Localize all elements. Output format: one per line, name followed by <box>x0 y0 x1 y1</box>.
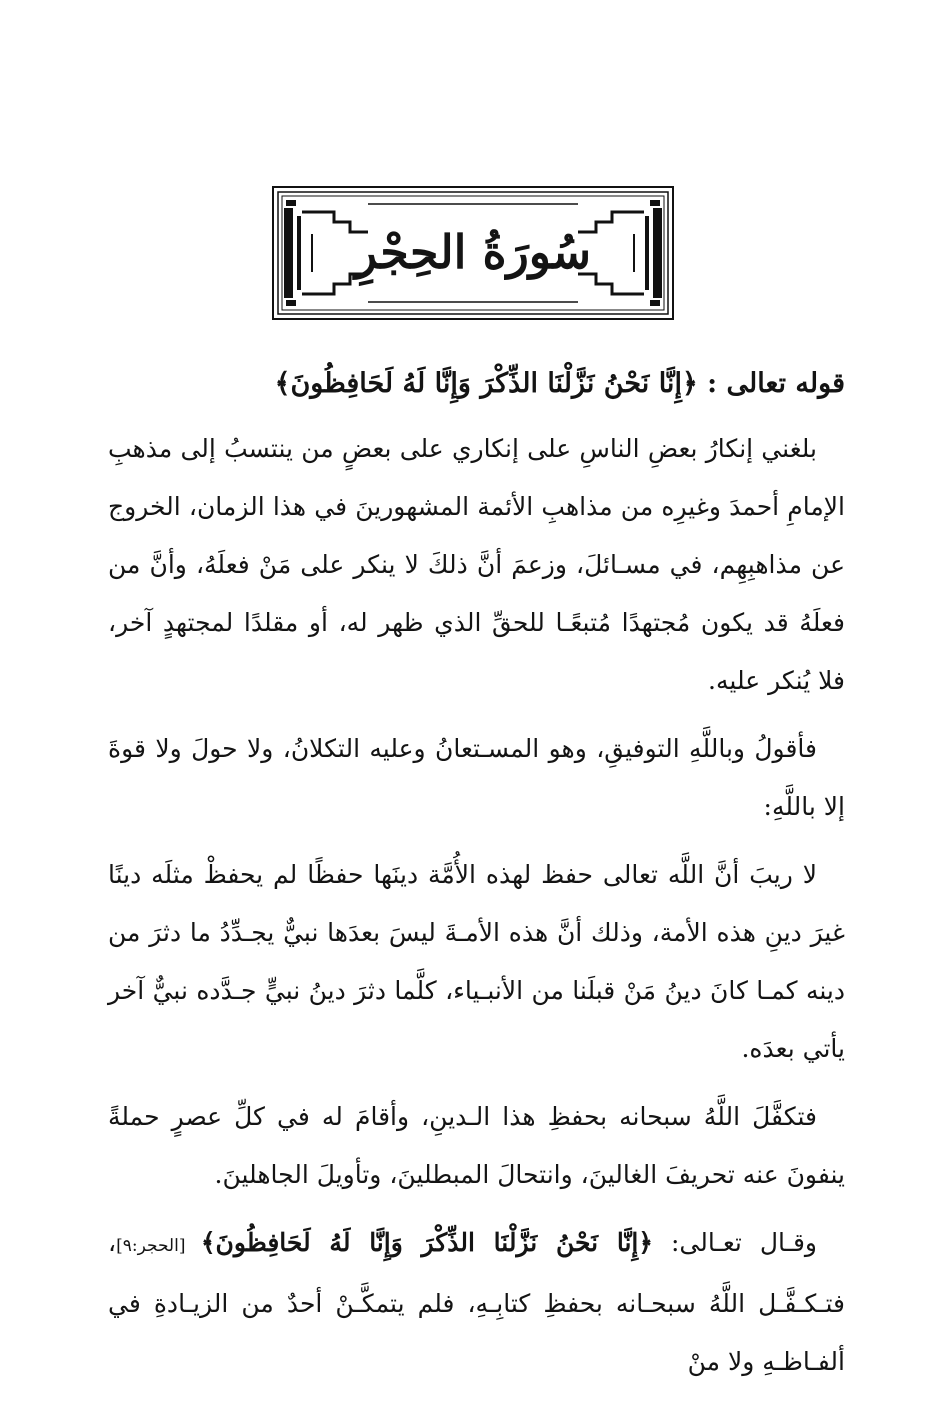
quranic-verse: ﴿إِنَّا نَحْنُ نَزَّلْنَا الذِّكْرَ وَإِنَّا لَهُ لَحَافِظُونَ﴾ <box>200 1228 654 1257</box>
surah-title: سُورَةُ الحِجْرِ <box>354 225 592 279</box>
paragraph: لا ريبَ أنَّ اللَّه تعالى حفظ لهذه الأُمَّة دينَها حفظًا لم يحفظْ مثلَه دينًا غيرَ دينِ هذه الأمة، وذلك أنَّ هذه الأمـةَ ليسَ بعدَها نبيٌّ يجـدِّدُ ما دثرَ من دينه كمـا كانَ دينُ مَنْ قبلَنا من الأنبـياء، كلَّما دثرَ دينُ نبيٍّ جـدَّده نبيٌّ آخر يأتي بعدَه. <box>108 860 845 1063</box>
paragraph: فتكفَّلَ اللَّهُ سبحانه بحفظِ هذا الـدينِ، وأقامَ له في كلِّ عصرٍ حملةً ينفونَ عنه تحريفَ الغالينَ، وانتحالَ المبطلينَ، وتأويلَ الجاهلينَ. <box>108 1102 845 1189</box>
paragraph-last <box>108 1214 845 1391</box>
body-text <box>108 362 845 1401</box>
verse-reference: [الحجر:٩] <box>116 1236 201 1256</box>
last-paragraph-continuation: ، فتـكـفَّـل اللَّهُ سبحـانه بحفظِ كتابِـهِ، فلم يتمكَّـنْ أحدٌ من الزيـادةِ في ألفـاظـهِ ولا منْ <box>108 1228 845 1376</box>
heading-prefix: قوله تعالى : <box>697 368 845 399</box>
last-paragraph-intro: وقـال تعـالى: <box>653 1228 817 1257</box>
heading-verse: ﴿إِنَّا نَحْنُ نَزَّلْنَا الذِّكْرَ وَإِنَّا لَهُ لَحَافِظُونَ﴾ <box>274 368 698 399</box>
surah-title-frame <box>272 186 674 320</box>
paragraph: فأقولُ وباللَّهِ التوفيقِ، وهو المسـتعانُ وعليه التكلانُ، ولا حولَ ولا قوةَ إلا باللَّهِ: <box>108 734 845 821</box>
paragraph: بلغني إنكارُ بعضِ الناسِ على إنكاري على بعضٍ من ينتسبُ إلى مذهبِ الإمامِ أحمدَ وغيرِه من مذاهبِ الأئمة المشهورينَ في هذا الزمان، الخروج عن مذاهبِهِم، في مسـائلَ، وزعمَ أنَّ ذلكَ لا ينكر على مَنْ فعلَهُ، وأنَّ من فعلَهُ قد يكون مُجتهدًا مُتبعًـا للحقِّ الذي ظهر له، أو مقلدًا لمجتهدٍ آخر، فلا يُنكر عليه. <box>108 434 845 695</box>
section-heading <box>108 362 845 406</box>
